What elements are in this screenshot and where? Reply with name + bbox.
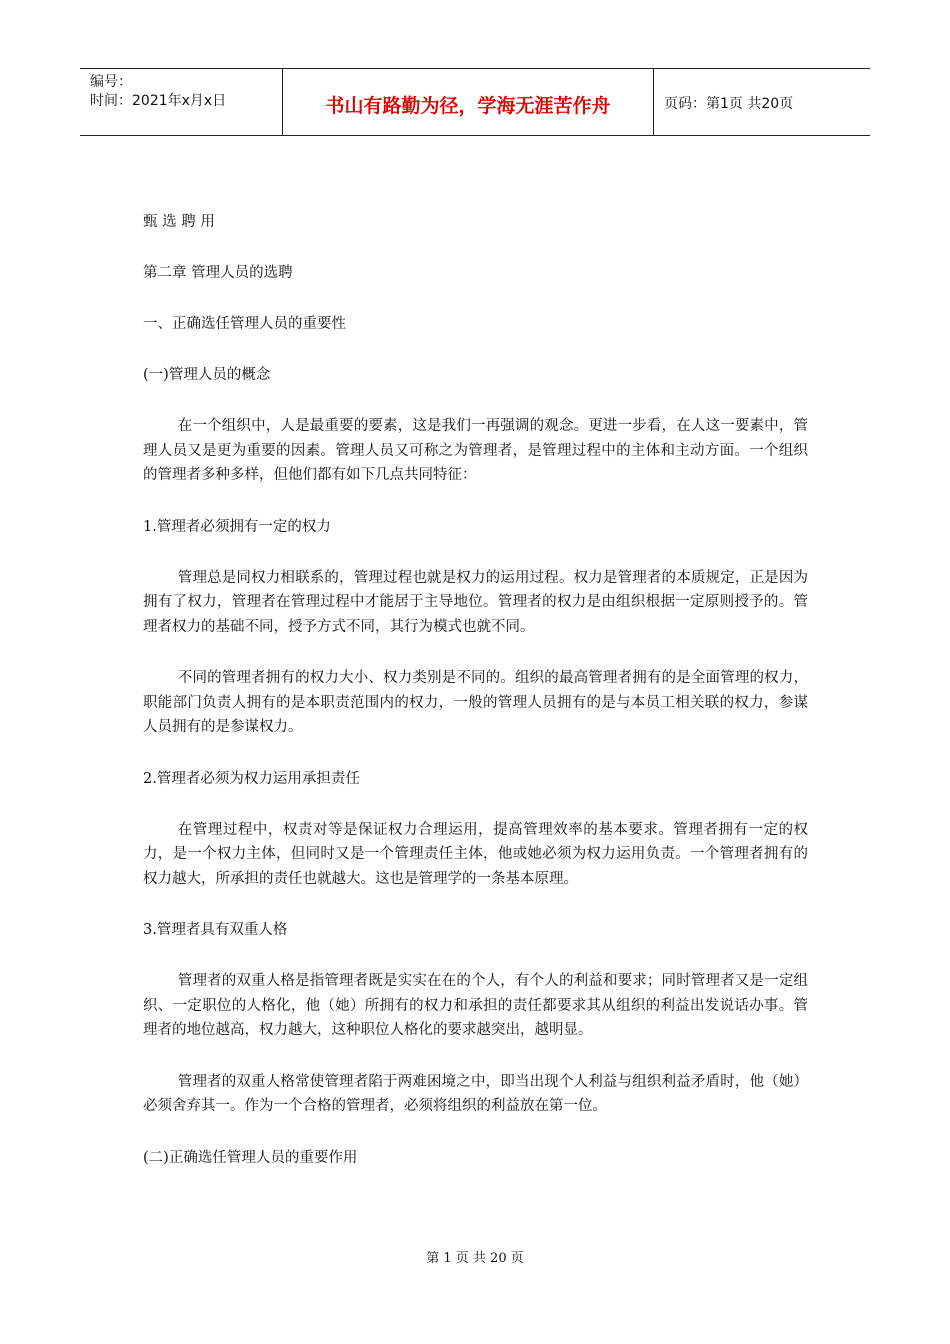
section-heading: (一)管理人员的概念 — [143, 367, 271, 383]
section-heading: 2.管理者必须为权力运用承担责任 — [143, 770, 360, 787]
document-header — [80, 68, 870, 136]
time-label: 时间：2021年x月x日 — [90, 93, 227, 109]
page-footer: 第 1 页 共 20 页 — [426, 1251, 524, 1266]
header-meta — [80, 69, 282, 135]
body-paragraph: 在管理过程中，权责对等是保证权力合理运用，提高管理效率的基本要求。管理者拥有一定的权力，是一个权力主体，但同时又是一个管理责任主体，他或她必须为权力运用负责。一个管理者拥有的权力越大，所承担的责任也就越大。这也是管理学的一条基本原理。 — [143, 821, 808, 887]
number-label: 编号： — [90, 74, 132, 90]
section-heading: 3.管理者具有双重人格 — [143, 922, 288, 938]
body-paragraph: 在一个组织中，人是最重要的要素，这是我们一再强调的观念。更进一步看，在人这一要素中，管理人员又是更为重要的因素。管理人员又可称之为管理者，是管理过程中的主体和主动方面。一个组织的管理者多种多样，但他们都有如下几点共同特征： — [143, 418, 808, 483]
section-heading: (二)正确选任管理人员的重要作用 — [143, 1149, 358, 1166]
body-paragraph: 管理者的双重人格常使管理者陷于两难困境之中，即当出现个人利益与组织利益矛盾时，他（她）必须舍弃其一。作为一个合格的管理者，必须将组织的利益放在第一位。 — [143, 1073, 808, 1114]
header-page-info: 页码：第1页 共20页 — [664, 96, 794, 112]
section-heading: 甄 选 聘 用 — [143, 214, 215, 230]
body-paragraph: 管理者的双重人格是指管理者既是实实在在的个人，有个人的利益和要求；同时管理者又是一定组织、一定职位的人格化，他（她）所拥有的权力和承担的责任都要求其从组织的利益出发说话办事。管理者的地位越高，权力越大，这种职位人格化的要求越突出，越明显。 — [143, 973, 808, 1038]
section-heading: 第二章 管理人员的选聘 — [143, 265, 293, 281]
body-paragraph: 不同的管理者拥有的权力大小、权力类别是不同的。组织的最高管理者拥有的是全面管理的权力，职能部门负责人拥有的是本职责范围内的权力，一般的管理人员拥有的是与本员工相关联的权力，参谋人员拥有的是参谋权力。 — [143, 670, 808, 735]
section-heading: 1.管理者必须拥有一定的权力 — [143, 518, 331, 535]
body-paragraph: 管理总是同权力相联系的，管理过程也就是权力的运用过程。权力是管理者的本质规定，正是因为拥有了权力，管理者在管理过程中才能居于主导地位。管理者的权力是由组织根据一定原则授予的。管理者权力的基础不同，授予方式不同，其行为模式也就不同。 — [143, 569, 808, 635]
section-heading: 一、正确选任管理人员的重要性 — [143, 316, 346, 332]
header-motto: 书山有路勤为径，学海无涯苦作舟 — [282, 69, 654, 135]
document-body — [143, 210, 808, 1197]
